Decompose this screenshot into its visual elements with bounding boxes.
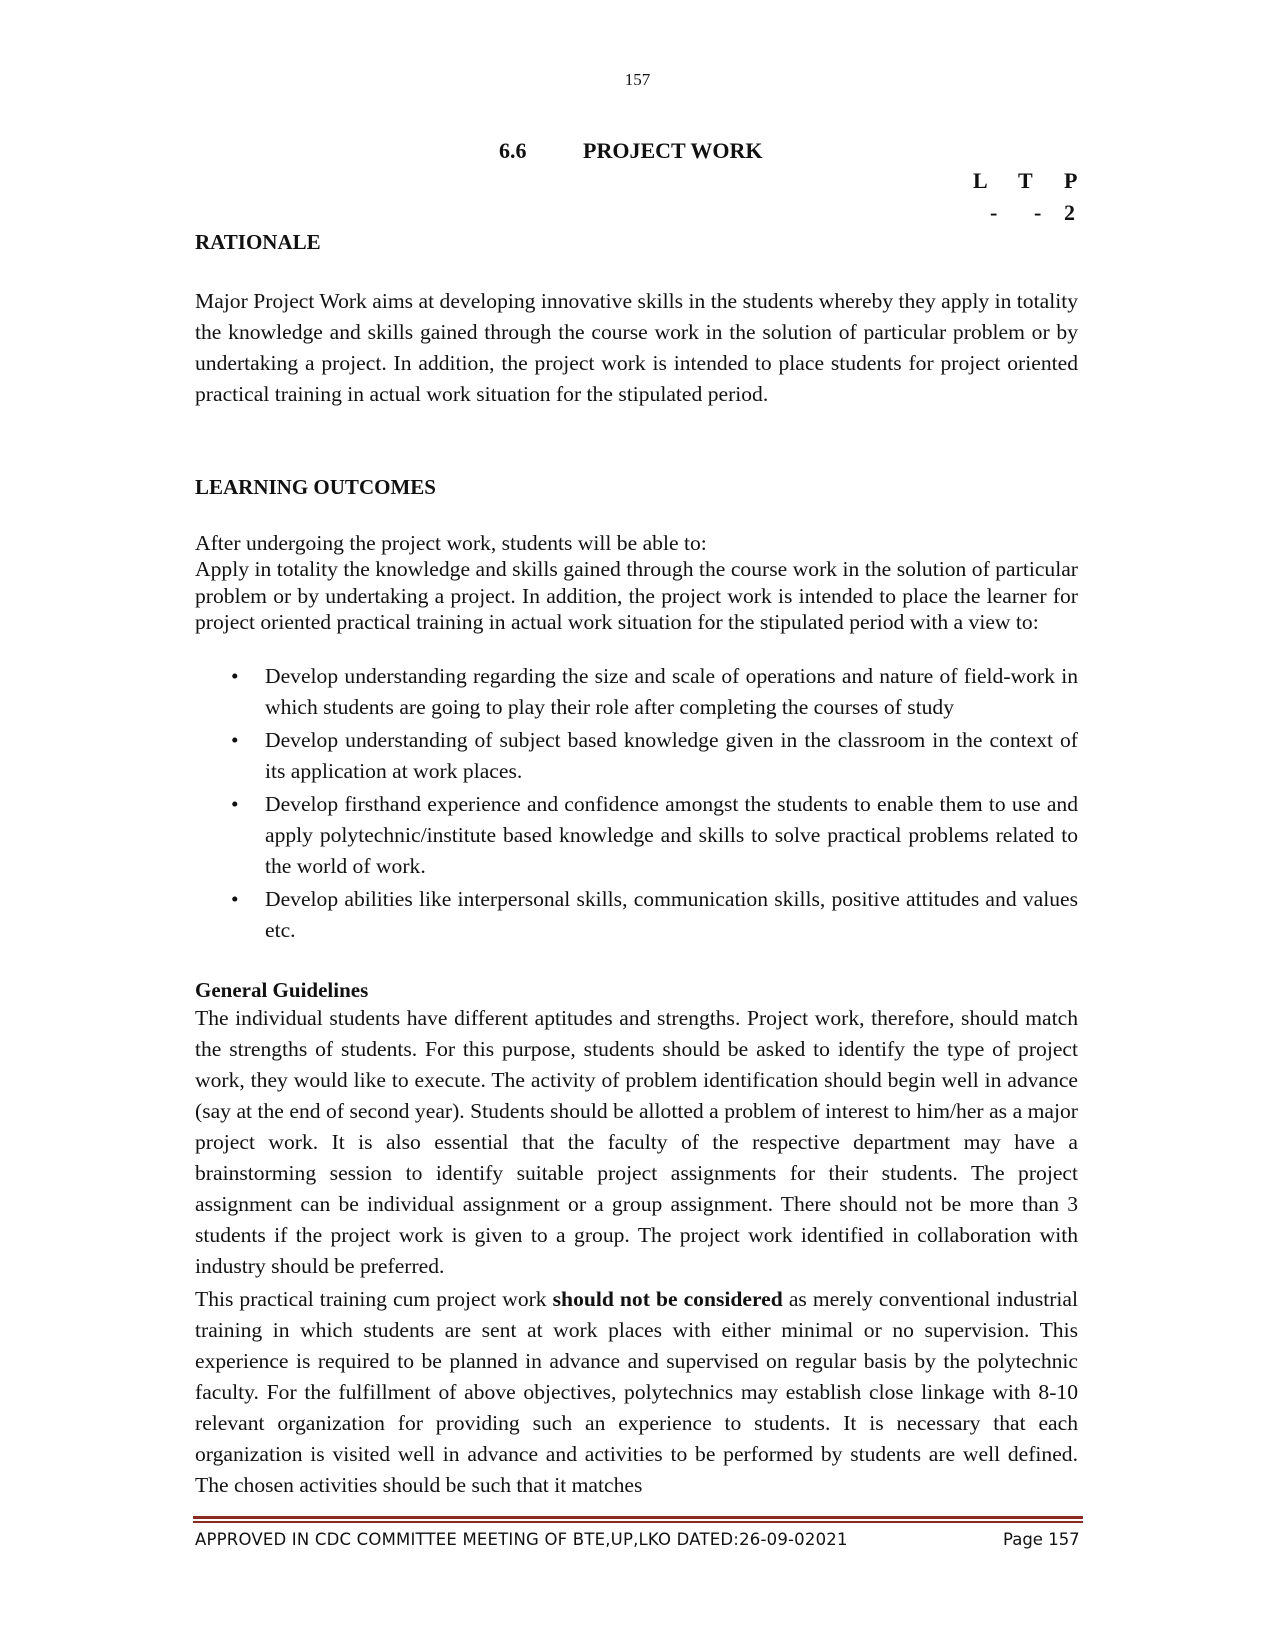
- bullet-icon: •: [231, 887, 239, 911]
- list-item: • Develop understanding regarding the size and scale of operations and nature of field-work in which students are going to play their role after completing the courses of study: [195, 661, 1078, 723]
- footer-page-number: Page 157: [1003, 1530, 1080, 1549]
- list-item: • Develop abilities like interpersonal skills, communication skills, positive attitudes and values etc.: [195, 884, 1078, 946]
- ltp-header-t: T: [1018, 168, 1033, 193]
- general-guidelines-para1: The individual students have different aptitudes and strengths. Project work, therefore, should match the strengths of students. For this purpose, students should be asked to identify the type of project work, they would like to execute. The activity of problem identification should begin well in advance (say at the end of second year). Students should be allotted a problem of interest to him/her as a major project work. It is also essential that the faculty of the respective department may have a brainstorming session to identify suitable project assignments for their students. The project assignment can be individual assignment or a group assignment. There should not be more than 3 students if the project work is given to a group. The project work identified in collaboration with industry should be preferred.: [195, 1006, 1078, 1278]
- section-title: PROJECT WORK: [583, 138, 763, 163]
- general-guidelines-heading: General Guidelines: [195, 978, 369, 1002]
- emphasis-text: should not be considered: [552, 1287, 783, 1311]
- footer-rule: [193, 1516, 1083, 1519]
- footer-rule-thin: [193, 1521, 1083, 1523]
- learning-outcomes-text: Apply in totality the knowledge and skills gained through the course work in the solution of particular problem or by undertaking a project. In addition, the project work is intended to place the learner for project oriented practical training in actual work situation for the stipulated period with a view to:: [195, 557, 1078, 634]
- page-number-top: 157: [624, 70, 651, 89]
- ltp-value-p: 2: [1064, 200, 1075, 225]
- bullet-icon: •: [231, 728, 239, 752]
- ltp-value-t: -: [1034, 200, 1042, 225]
- learning-outcomes-heading: LEARNING OUTCOMES: [195, 475, 436, 499]
- general-guidelines-para2: This practical training cum project work should not be considered as merely conventional industrial training in which students are sent at work places with either minimal or no supervision. This experience is required to be planned in advance and supervised on regular basis by the polytechnic faculty. For the fulfillment of above objectives, polytechnics may establish close linkage with 8-10 relevant organization for providing such an experience to students. It is necessary that each organization is visited well in advance and activities to be performed by students are well defined. The chosen activities should be such that it matches: [195, 1287, 1078, 1497]
- bullet-icon: •: [231, 664, 239, 688]
- learning-outcomes-intro: After undergoing the project work, students will be able to:: [195, 531, 707, 555]
- ltp-table: [0, 0, 1275, 230]
- section-number: 6.6: [499, 138, 527, 163]
- list-item: • Develop firsthand experience and confidence amongst the students to enable them to use and apply polytechnic/institute based knowledge and skills to solve practical problems related to the world of work.: [195, 789, 1078, 882]
- ltp-header-l: L: [973, 168, 988, 193]
- ltp-header-p: P: [1064, 168, 1078, 193]
- list-item: • Develop understanding of subject based knowledge given in the classroom in the context of its application at work places.: [195, 725, 1078, 787]
- learning-outcomes-list: [195, 661, 1078, 948]
- ltp-value-l: -: [990, 200, 998, 225]
- bullet-icon: •: [231, 792, 239, 816]
- footer-approval-text: APPROVED IN CDC COMMITTEE MEETING OF BTE,UP,LKO DATED:26-09-02021: [195, 1530, 848, 1549]
- rationale-text: Major Project Work aims at developing innovative skills in the students whereby they apply in totality the knowledge and skills gained through the course work in the solution of particular problem or by undertaking a project. In addition, the project work is intended to place students for project oriented practical training in actual work situation for the stipulated period.: [195, 289, 1078, 406]
- rationale-heading: RATIONALE: [195, 230, 321, 254]
